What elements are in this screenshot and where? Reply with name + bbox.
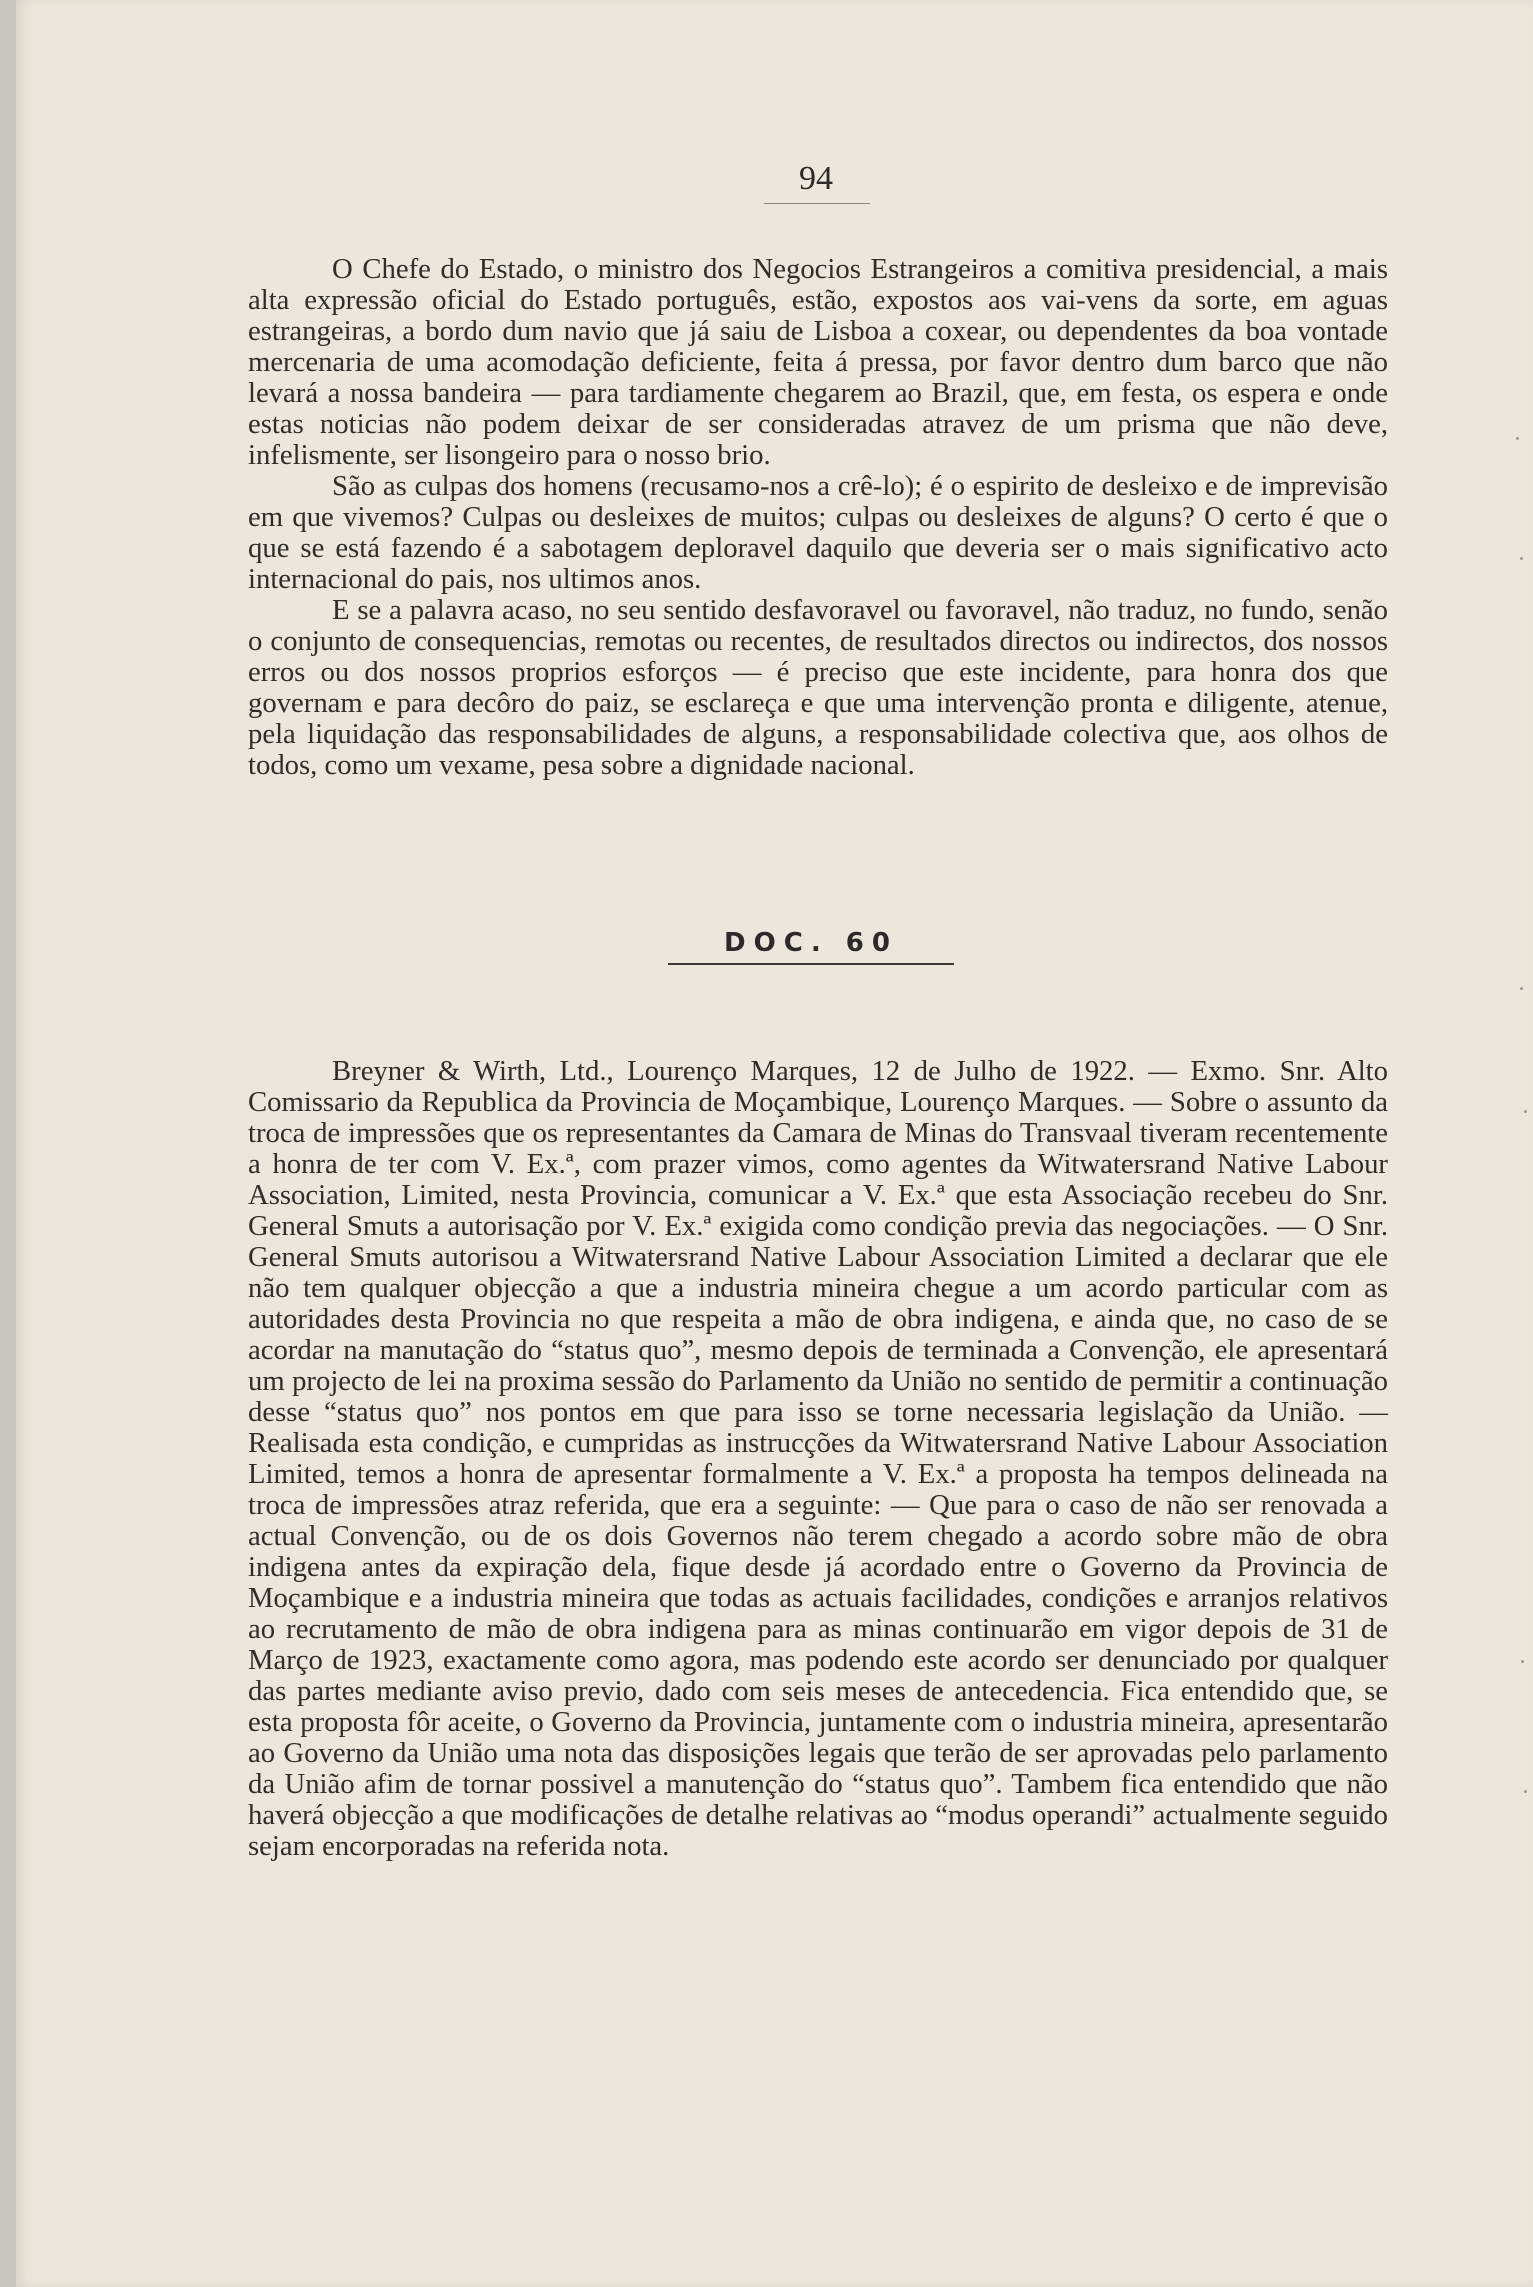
paper-speck xyxy=(1521,1660,1524,1663)
paper-speck xyxy=(1516,437,1519,440)
paper-speck xyxy=(1520,557,1523,560)
intro-paragraph-2: São as culpas dos homens (recusamo-nos a crê-lo); é o espirito de desleixo e de imprevisão em que vivemos? Culpas ou desleixes de muitos; culpas ou desleixes de alguns? O certo é que o que se está fazendo é a sabotagem deploravel daquilo que deveria ser o mais significativo acto internacional do pais, nos ultimos anos. xyxy=(248,470,1388,595)
page-number-rule xyxy=(764,203,870,204)
page-number: 94 xyxy=(799,160,833,197)
document-paragraph-1: Breyner & Wirth, Ltd., Lourenço Marques, 12 de Julho de 1922. — Exmo. Snr. Alto Comissario da Republica da Provincia de Moçambique, Lourenço Marques. — Sobre o assunto da troca de impressões que os representantes da Camara de Minas do Transvaal tiveram recentemente a honra de ter com V. Ex.ª, com prazer vimos, como agentes da Witwatersrand Native Labour Association, Limited, nesta Provincia, comunicar a V. Ex.ª que esta Associação recebeu do Snr. General Smuts a autorisação por V. Ex.ª exigida como condição previa das negociações. — O Snr. General Smuts autorisou a Witwatersrand Native Labour Association Limited a declarar que ele não tem qualquer objecção a que a industria mineira chegue a um acordo particular com as autoridades desta Provincia no que respeita a mão de obra indigena, e ainda que, no caso de se acordar na manutação do “status quo”, mesmo depois de terminada a Convenção, ele apresentará um projecto de lei na proxima sessão do Parlamento da União no sentido de permitir a continuação desse “status quo” nos pontos em que para isso se torne necessaria legislação da União. — Realisada esta condição, e cumpridas as instrucções da Witwatersrand Native Labour Association Limited, temos a honra de apresentar formalmente a V. Ex.ª a proposta ha tempos delineada na troca de impressões atraz referida, que era a seguinte: — Que para o caso de não ser renovada a actual Convenção, ou de os dois Governos não terem chegado a acordo sobre mão de obra indigena antes da expiração dela, fique desde já acordado entre o Governo da Provincia de Moçambique e a industria mineira que todas as actuais facilidades, condições e arranjos relativos ao recrutamento de mão de obra indigena para as minas continuarão em vigor depois de 31 de Março de 1923, exactamente como agora, mas podendo este acordo ser denunciado por qualquer das partes mediante aviso previo, dado com seis meses de antecedencia. Fica entendido que, se esta proposta fôr aceite, o Governo da Provincia, juntamente com o industria mineira, apresentarão ao Governo da União uma nota das disposições legais que terão de ser aprovadas pelo parlamento da União afim de tornar possivel a manutenção do “status quo”. Tambem fica entendido que não haverá objecção a que modificações de detalhe relativas ao “modus operandi” actualmente seguido sejam encorporadas na referida nota. xyxy=(248,1055,1388,1862)
paper-speck xyxy=(1524,1110,1527,1113)
document-text xyxy=(248,1056,1388,1862)
paper-speck xyxy=(1520,987,1523,990)
document-page xyxy=(16,0,1533,2287)
doc-heading-rule xyxy=(668,963,954,965)
paper-speck xyxy=(1524,1790,1527,1793)
intro-paragraph-3: E se a palavra acaso, no seu sentido desfavoravel ou favoravel, não traduz, no fundo, senão o conjunto de consequencias, remotas ou recentes, de resultados directos ou indirectos, dos nossos erros ou dos nossos proprios esforços — é preciso que este incidente, para honra dos que governam e para decôro do paiz, se esclareça e que uma intervenção pronta e diligente, atenue, pela liquidação das responsabilidades de alguns, a responsabilidade colectiva que, aos olhos de todos, como um vexame, pesa sobre a dignidade nacional. xyxy=(248,594,1388,781)
doc-heading: DOC. 60 xyxy=(724,928,898,958)
intro-paragraph-1: O Chefe do Estado, o ministro dos Negocios Estrangeiros a comitiva presidencial, a mais alta expressão oficial do Estado português, estão, expostos aos vai-vens da sorte, em aguas estrangeiras, a bordo dum navio que já saiu de Lisboa a coxear, ou dependentes da boa vontade mercenaria de uma acomodação deficiente, feita á pressa, por favor dentro dum barco que não levará a nossa bandeira — para tardiamente chegarem ao Brazil, que, em festa, os espera e onde estas noticias não podem deixar de ser consideradas atravez de um prisma que não deve, infelismente, ser lisongeiro para o nosso brio. xyxy=(248,253,1388,471)
intro-text xyxy=(248,254,1388,781)
